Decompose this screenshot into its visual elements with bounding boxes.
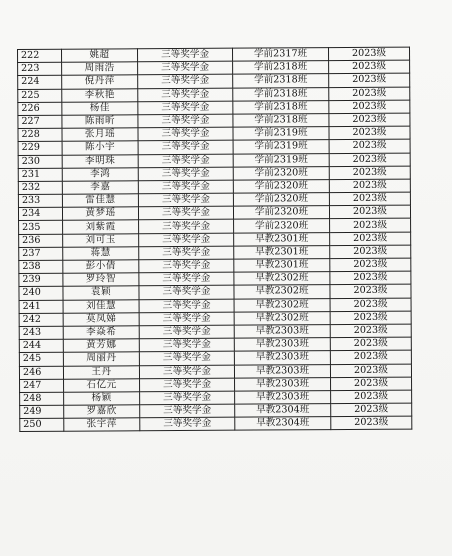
row-number: 226 bbox=[18, 102, 62, 115]
student-name: 陈雨昕 bbox=[62, 115, 138, 129]
row-number: 222 bbox=[18, 49, 62, 62]
grade-year: 2023级 bbox=[329, 139, 410, 153]
class-name: 早教2303班 bbox=[234, 325, 330, 339]
student-name: 王丹 bbox=[63, 365, 139, 379]
row-number: 229 bbox=[18, 142, 62, 155]
row-number: 224 bbox=[18, 76, 62, 89]
award-type: 三等奖学金 bbox=[140, 391, 235, 405]
student-name: 杨佳 bbox=[62, 102, 138, 116]
award-type: 三等奖学金 bbox=[138, 114, 233, 128]
student-name: 李鸿 bbox=[62, 167, 138, 181]
class-name: 学前2319班 bbox=[233, 153, 329, 167]
student-name: 雷佳慧 bbox=[62, 194, 138, 208]
class-name: 学前2318班 bbox=[233, 100, 329, 114]
grade-year: 2023级 bbox=[331, 390, 412, 404]
grade-year: 2023级 bbox=[329, 166, 410, 180]
award-type: 三等奖学金 bbox=[139, 351, 234, 365]
row-number: 230 bbox=[18, 155, 62, 168]
class-name: 早教2302班 bbox=[234, 272, 330, 286]
award-type: 三等奖学金 bbox=[139, 272, 234, 286]
class-name: 学前2320班 bbox=[234, 219, 330, 233]
student-name: 袁颖 bbox=[63, 286, 139, 300]
row-number: 236 bbox=[19, 234, 63, 247]
award-type: 三等奖学金 bbox=[138, 193, 233, 207]
row-number: 250 bbox=[20, 418, 64, 431]
award-type: 三等奖学金 bbox=[139, 365, 234, 379]
row-number: 246 bbox=[19, 366, 63, 379]
row-number: 240 bbox=[19, 287, 63, 300]
class-name: 学前2320班 bbox=[233, 166, 329, 180]
student-name: 李嘉 bbox=[62, 181, 138, 195]
award-type: 三等奖学金 bbox=[138, 127, 233, 141]
student-name: 周雨浩 bbox=[62, 62, 138, 76]
class-name: 早教2304班 bbox=[235, 404, 331, 418]
row-number: 237 bbox=[19, 247, 63, 260]
student-name: 莫凤娣 bbox=[63, 313, 139, 327]
row-number: 235 bbox=[19, 221, 63, 234]
grade-year: 2023级 bbox=[329, 87, 410, 101]
award-type: 三等奖学金 bbox=[138, 61, 233, 75]
student-name: 张宇萍 bbox=[64, 418, 140, 432]
class-name: 学前2318班 bbox=[233, 114, 329, 128]
row-number: 232 bbox=[18, 181, 62, 194]
grade-year: 2023级 bbox=[330, 219, 411, 233]
row-number: 223 bbox=[18, 62, 62, 75]
student-name: 黄梦瑶 bbox=[62, 207, 138, 221]
class-name: 早教2303班 bbox=[235, 390, 331, 404]
class-name: 学前2319班 bbox=[233, 127, 329, 141]
grade-year: 2023级 bbox=[328, 47, 409, 61]
class-name: 早教2304班 bbox=[235, 417, 331, 431]
row-number: 245 bbox=[19, 353, 63, 366]
grade-year: 2023级 bbox=[329, 113, 410, 127]
grade-year: 2023级 bbox=[330, 298, 411, 312]
grade-year: 2023级 bbox=[329, 179, 410, 193]
student-name: 杨颖 bbox=[64, 392, 140, 406]
row-number: 244 bbox=[19, 339, 63, 352]
award-type: 三等奖学金 bbox=[138, 75, 233, 89]
class-name: 学前2318班 bbox=[233, 87, 329, 101]
grade-year: 2023级 bbox=[331, 416, 412, 430]
class-name: 早教2301班 bbox=[234, 259, 330, 273]
class-name: 学前2320班 bbox=[233, 179, 329, 193]
grade-year: 2023级 bbox=[330, 258, 411, 272]
grade-year: 2023级 bbox=[330, 284, 411, 298]
class-name: 早教2302班 bbox=[234, 285, 330, 299]
class-name: 早教2303班 bbox=[235, 377, 331, 391]
student-name: 李秋艳 bbox=[62, 88, 138, 102]
class-name: 学前2317班 bbox=[232, 48, 328, 62]
student-name: 彭小倩 bbox=[63, 260, 139, 274]
award-type: 三等奖学金 bbox=[139, 338, 234, 352]
student-name: 姚超 bbox=[62, 49, 138, 63]
class-name: 早教2303班 bbox=[234, 364, 330, 378]
award-type: 三等奖学金 bbox=[139, 220, 234, 234]
row-number: 227 bbox=[18, 115, 62, 128]
student-name: 陈小宇 bbox=[62, 141, 138, 155]
grade-year: 2023级 bbox=[329, 153, 410, 167]
award-type: 三等奖学金 bbox=[139, 233, 234, 247]
student-name: 罗玲智 bbox=[63, 273, 139, 287]
award-type: 三等奖学金 bbox=[139, 312, 234, 326]
award-type: 三等奖学金 bbox=[139, 325, 234, 339]
grade-year: 2023级 bbox=[329, 205, 410, 219]
student-name: 张月瑶 bbox=[62, 128, 138, 142]
grade-year: 2023级 bbox=[330, 311, 411, 325]
row-number: 248 bbox=[20, 392, 64, 405]
class-name: 学前2320班 bbox=[233, 193, 329, 207]
row-number: 228 bbox=[18, 128, 62, 141]
grade-year: 2023级 bbox=[329, 126, 410, 140]
grade-year: 2023级 bbox=[330, 232, 411, 246]
grade-year: 2023级 bbox=[331, 403, 412, 417]
row-number: 239 bbox=[19, 273, 63, 286]
award-type: 三等奖学金 bbox=[138, 48, 233, 62]
grade-year: 2023级 bbox=[331, 377, 412, 391]
award-type: 三等奖学金 bbox=[139, 246, 234, 260]
grade-year: 2023级 bbox=[330, 364, 411, 378]
student-name: 倪丹萍 bbox=[62, 75, 138, 89]
award-type: 三等奖学金 bbox=[140, 404, 235, 418]
student-name: 黄芳娜 bbox=[63, 339, 139, 353]
grade-year: 2023级 bbox=[329, 100, 410, 114]
row-number: 238 bbox=[19, 260, 63, 273]
row-number: 249 bbox=[20, 405, 64, 418]
award-type: 三等奖学金 bbox=[138, 140, 233, 154]
award-type: 三等奖学金 bbox=[139, 259, 234, 273]
student-name: 刘紫霞 bbox=[63, 220, 139, 234]
class-name: 早教2303班 bbox=[234, 338, 330, 352]
row-number: 243 bbox=[19, 326, 63, 339]
award-type: 三等奖学金 bbox=[138, 180, 233, 194]
student-name: 罗嘉欣 bbox=[64, 405, 140, 419]
student-name: 石亿元 bbox=[64, 378, 140, 392]
grade-year: 2023级 bbox=[330, 337, 411, 351]
row-number: 231 bbox=[18, 168, 62, 181]
row-number: 233 bbox=[18, 194, 62, 207]
class-name: 早教2301班 bbox=[234, 232, 330, 246]
scholarship-list-table bbox=[17, 47, 412, 433]
grade-year: 2023级 bbox=[330, 271, 411, 285]
row-number: 234 bbox=[18, 207, 62, 220]
table-body bbox=[18, 47, 412, 432]
student-name: 周丽丹 bbox=[63, 352, 139, 366]
grade-year: 2023级 bbox=[329, 192, 410, 206]
class-name: 学前2319班 bbox=[233, 140, 329, 154]
grade-year: 2023级 bbox=[330, 324, 411, 338]
student-name: 蒋慧 bbox=[63, 247, 139, 261]
class-name: 早教2302班 bbox=[234, 298, 330, 312]
award-type: 三等奖学金 bbox=[138, 167, 233, 181]
student-name: 李明珠 bbox=[62, 154, 138, 168]
award-type: 三等奖学金 bbox=[138, 101, 233, 115]
grade-year: 2023级 bbox=[329, 73, 410, 87]
class-name: 学前2320班 bbox=[233, 206, 329, 220]
class-name: 早教2301班 bbox=[234, 245, 330, 259]
award-type: 三等奖学金 bbox=[139, 299, 234, 313]
row-number: 241 bbox=[19, 300, 63, 313]
class-name: 早教2302班 bbox=[234, 311, 330, 325]
row-number: 247 bbox=[20, 379, 64, 392]
grade-year: 2023级 bbox=[330, 245, 411, 259]
class-name: 早教2303班 bbox=[234, 351, 330, 365]
award-type: 三等奖学金 bbox=[139, 286, 234, 300]
grade-year: 2023级 bbox=[330, 350, 411, 364]
class-name: 学前2318班 bbox=[233, 61, 329, 75]
award-type: 三等奖学金 bbox=[140, 378, 235, 392]
student-name: 刘佳慧 bbox=[63, 299, 139, 313]
row-number: 225 bbox=[18, 89, 62, 102]
student-name: 李焱希 bbox=[63, 326, 139, 340]
student-name: 刘可玉 bbox=[63, 233, 139, 247]
class-name: 学前2318班 bbox=[233, 74, 329, 88]
award-type: 三等奖学金 bbox=[138, 154, 233, 168]
award-type: 三等奖学金 bbox=[140, 417, 235, 431]
award-type: 三等奖学金 bbox=[138, 88, 233, 102]
row-number: 242 bbox=[19, 313, 63, 326]
award-type: 三等奖学金 bbox=[138, 206, 233, 220]
table-row bbox=[20, 416, 412, 432]
grade-year: 2023级 bbox=[329, 60, 410, 74]
